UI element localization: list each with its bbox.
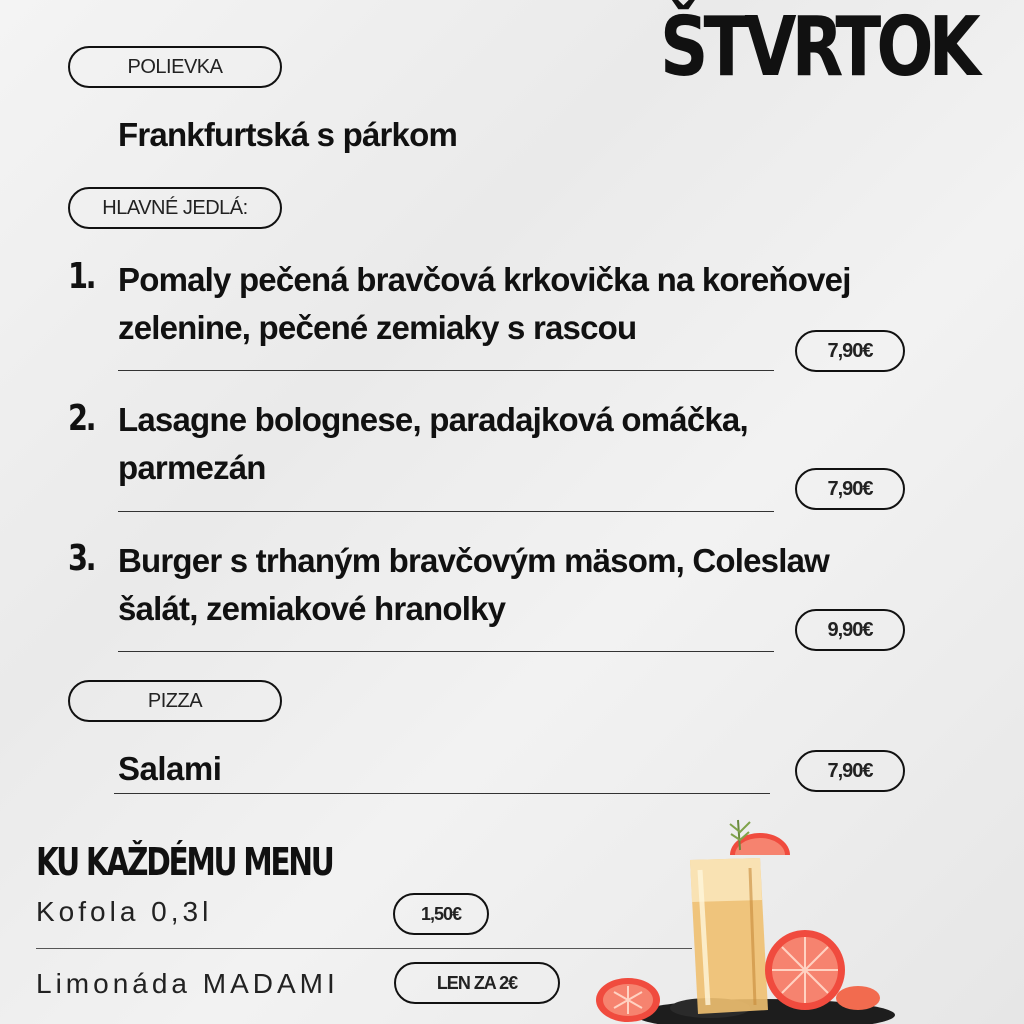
lemonade-glass-with-grapefruit-icon (590, 810, 900, 1024)
dish-number: 1. (68, 256, 95, 297)
dish-line: zelenine, pečené zemiaky s rascou (118, 309, 637, 346)
dish-number: 3. (68, 538, 95, 579)
dish-line: Pomaly pečená bravčová krkovička na koreňovej (118, 261, 851, 298)
extra-price-kofola: 1,50€ (393, 893, 489, 935)
dish-price: 9,90€ (795, 609, 905, 651)
pizza-price: 7,90€ (795, 750, 905, 792)
dish-price: 7,90€ (795, 468, 905, 510)
dish-price: 7,90€ (795, 330, 905, 372)
divider (114, 793, 770, 794)
dish-description (118, 256, 918, 352)
extra-item-kofola: Kofola 0,3l (36, 896, 213, 927)
dish-line: šalát, zemiakové hranolky (118, 590, 506, 627)
dish-line: Burger s trhaným bravčovým mäsom, Coleslaw (118, 542, 830, 579)
divider (118, 370, 774, 371)
main-section-label: HLAVNÉ JEDLÁ: (68, 187, 282, 229)
pizza-section-label: PIZZA (68, 680, 282, 722)
extra-price-limonada: LEN ZA 2€ (394, 962, 560, 1004)
pizza-name: Salami (118, 750, 222, 787)
dish-line: parmezán (118, 449, 266, 486)
extra-item-limonada: Limonáda MADAMI (36, 968, 339, 999)
dish-line: Lasagne bolognese, paradajková omáčka, (118, 401, 748, 438)
extras-title: KU KAŽDÉMU MENU (36, 840, 333, 884)
soup-section-label: POLIEVKA (68, 46, 282, 88)
divider (118, 651, 774, 652)
dish-number: 2. (68, 398, 95, 439)
soup-name: Frankfurtská s párkom (118, 116, 457, 153)
day-title: ŠTVRTOK (660, 0, 976, 95)
divider (118, 511, 774, 512)
